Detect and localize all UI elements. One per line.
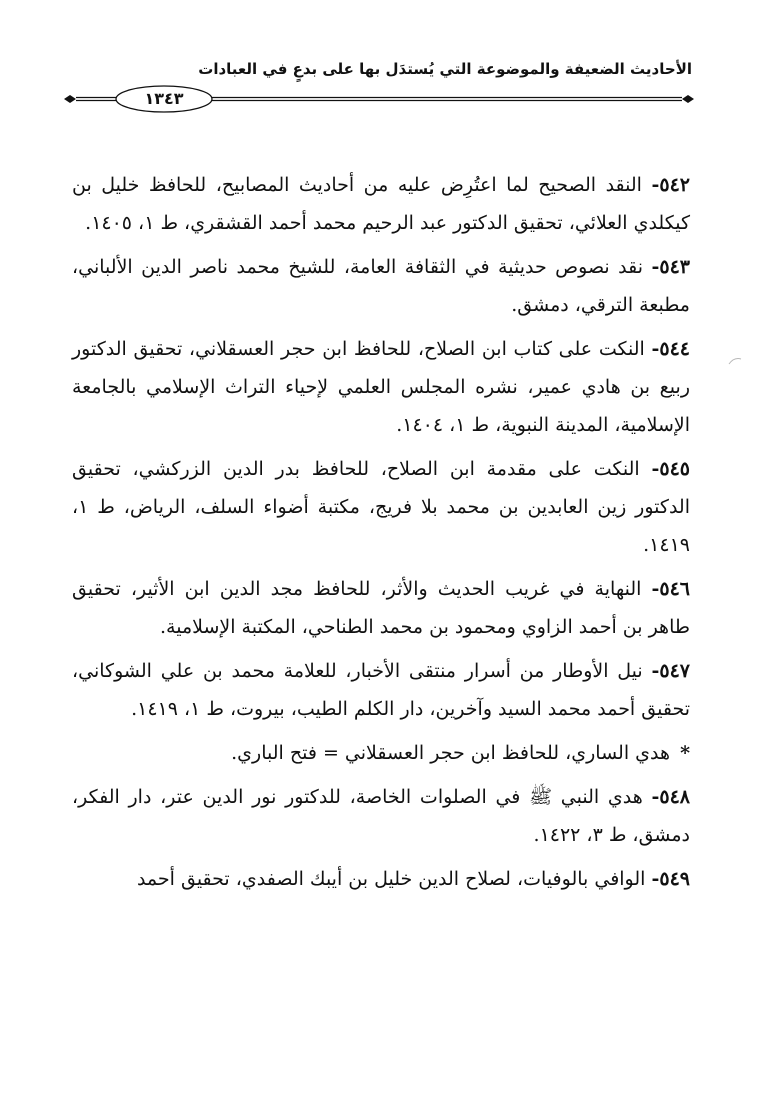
entry-number: ٥٤٧- <box>651 660 690 682</box>
entry-number: ٥٤٤- <box>651 338 690 360</box>
entry-text: هدي النبي ﷺ في الصلوات الخاصة، للدكتور نور الدين عتر، دار الفكر، دمشق، ط ٣، ١٤٢٢. <box>72 786 690 846</box>
bibliography-entry <box>72 570 690 646</box>
bibliography-entry <box>72 778 690 854</box>
entry-number: ٥٤٦- <box>651 578 690 600</box>
cross-reference-entry <box>72 734 690 772</box>
entry-text: النكت على كتاب ابن الصلاح، للحافظ ابن حجر العسقلاني، تحقيق الدكتور ربيع بن هادي عمير، نشره المجلس العلمي لإحياء التراث الإسلامي بالجامعة الإسلامية، المدينة النبوية، ط ١، ١٤٠٤. <box>72 338 690 436</box>
entry-text: الوافي بالوفيات، لصلاح الدين خليل بن أيبك الصفدي، تحقيق أحمد <box>136 868 646 890</box>
bibliography-entry <box>72 652 690 728</box>
asterisk-marker: * <box>680 742 690 764</box>
bibliography-entry <box>72 248 690 324</box>
entry-text: النقد الصحيح لما اعتُرِض عليه من أحاديث المصابيح، للحافظ خليل بن كيكلدي العلائي، تحقيق الدكتور عبد الرحيم محمد أحمد القشقري، ط ١، ١٤٠٥. <box>72 174 690 234</box>
entry-text: النهاية في غريب الحديث والأثر، للحافظ مجد الدين ابن الأثير، تحقيق طاهر بن أحمد الزاوي ومحمود بن محمد الطناحي، المكتبة الإسلامية. <box>72 578 690 638</box>
page-number: ١٣٤٣ <box>144 89 184 108</box>
bibliography-list <box>72 166 690 904</box>
margin-pencil-mark <box>728 357 742 365</box>
entry-text: نقد نصوص حديثية في الثقافة العامة، للشيخ محمد ناصر الدين الألباني، مطبعة الترقي، دمشق. <box>72 256 690 316</box>
bibliography-entry <box>72 166 690 242</box>
entry-number: ٥٤٨- <box>651 786 690 808</box>
entry-number: ٥٤٩- <box>651 868 690 890</box>
entry-text: هدي الساري، للحافظ ابن حجر العسقلاني = فتح الباري. <box>231 742 671 764</box>
entry-number: ٥٤٢- <box>651 174 690 196</box>
bibliography-entry <box>72 860 690 898</box>
entry-text: النكت على مقدمة ابن الصلاح، للحافظ بدر الدين الزركشي، تحقيق الدكتور زين العابدين بن محمد بلا فريج، مكتبة أضواء السلف، الرياض، ط ١، ١٤١٩. <box>72 458 690 556</box>
running-header-title: الأحاديث الضعيفة والموضوعة التي يُستدَل بها على بدعٍ في العبادات <box>198 60 692 78</box>
entry-number: ٥٤٣- <box>651 256 690 278</box>
entry-text: نيل الأوطار من أسرار منتقى الأخبار، للعلامة محمد بن علي الشوكاني، تحقيق أحمد محمد السيد وآخرين، دار الكلم الطيب، بيروت، ط ١، ١٤١٩. <box>72 660 690 720</box>
bibliography-entry <box>72 450 690 564</box>
bibliography-entry <box>72 330 690 444</box>
entry-number: ٥٤٥- <box>651 458 690 480</box>
